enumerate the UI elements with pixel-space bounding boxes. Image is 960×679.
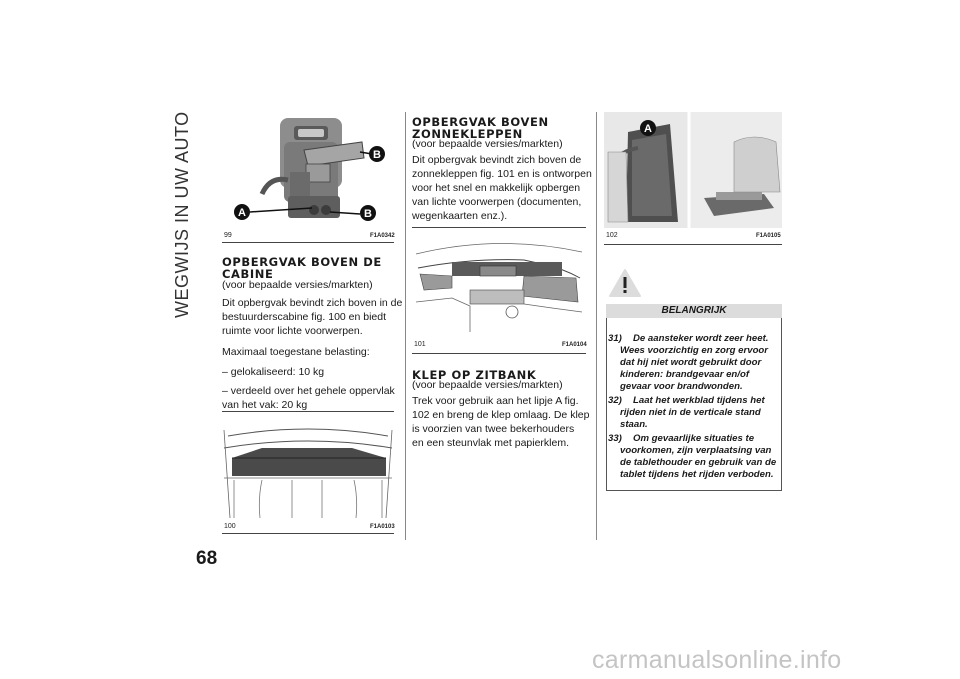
figure-102-code: F1A0105 [756,233,781,239]
section-1-subtitle: (voor bepaalde versies/markten) [222,279,373,291]
page-number: 68 [196,548,218,569]
text-line: de tablethouder en gebruik van de [620,457,777,468]
section-1-paragraph-3: – gelokaliseerd: 10 kg [222,366,325,378]
section-1-title-line-2: CABINE [222,267,274,281]
watermark-text: carmanualsonline.info [592,646,842,674]
section-3-paragraph-1 [412,394,589,450]
text-line: Dit opbergvak bevindt zich boven in de [222,297,403,309]
figure-100-image [222,418,394,520]
figure-101-code: F1A0104 [562,342,587,348]
text-line: wegenkaarten enz.). [412,210,508,222]
warning-item-number: 31) [608,333,622,344]
figure-101-rule [412,353,586,354]
section-1-paragraph-1 [222,296,402,338]
figure-100-code: F1A0103 [370,524,395,530]
text-line: dat hij niet wordt gebruikt door [620,357,762,368]
figure-99-number: 99 [224,232,232,239]
text-line: De aansteker wordt zeer heet. [633,333,769,344]
text-line: voor het snel en makkelijk opbergen [412,182,581,194]
warning-item-number: 32) [608,395,622,406]
section-1-paragraph-4 [222,384,395,412]
text-line: Om gevaarlijke situaties te [633,433,755,444]
figure-99-code: F1A0342 [370,233,395,239]
label-a: A [644,123,652,135]
text-line: gevaar voor brandwonden. [620,381,743,392]
text-line: Laat het werkblad tijdens het [633,395,765,406]
text-line: Wees voorzichtig en zorg ervoor [620,345,769,356]
text-line: Dit opbergvak bevindt zich boven de [412,154,582,166]
text-line: kinderen: brandgevaar en/of [620,369,750,380]
warning-triangle-icon [608,268,642,298]
section-1-title-line-1: OPBERGVAK BOVEN DE [222,255,382,269]
section-2-paragraph-1 [412,153,592,223]
text-line: – verdeeld over het gehele oppervlak [222,385,395,397]
figure-101-number: 101 [414,341,426,348]
text-line: Trek voor gebruik aan het lipje A fig. [412,395,579,407]
text-line: bestuurderscabine fig. 100 en biedt [222,311,387,323]
text-line: ruimte voor lichte voorwerpen. [222,325,363,337]
warning-title: BELANGRIJK [606,304,782,318]
section-1-title [222,256,382,280]
label-b-lower: B [364,208,372,220]
warning-item-32 [608,395,782,431]
figure-100-number: 100 [224,523,236,530]
text-line: van lichte voorwerpen (documenten, [412,196,582,208]
section-1-paragraph-2: Maximaal toegestane belasting: [222,346,370,358]
section-2-subtitle: (voor bepaalde versies/markten) [412,138,563,150]
warning-item-number: 33) [608,433,622,444]
text-line: is voorzien van twee bekerhouders [412,423,575,435]
column-divider-2 [596,112,597,540]
figure-102-image [604,112,782,228]
column-divider-1 [405,112,406,540]
text-line: 102 en breng de klep omlaag. De klep [412,409,590,421]
section-3-subtitle: (voor bepaalde versies/markten) [412,379,563,391]
figure-102-rule [604,244,782,245]
section-2-title-line-2: ZONNEKLEPPEN [412,127,523,141]
figure-99-image [222,112,394,230]
text-line: staan. [620,419,648,430]
figure-100-top-rule [222,411,394,412]
section-3-title: KLEP OP ZITBANK [412,368,537,382]
warning-item-33 [608,433,782,481]
text-line: en een steunvlak met papierklem. [412,437,570,449]
text-line: rijden niet in de verticale stand [620,407,761,418]
figure-102-number: 102 [606,232,618,239]
label-b-upper: B [373,149,381,161]
text-line: van het vak: 20 kg [222,399,308,411]
text-line: tablet tijdens het rijden verboden. [620,469,774,480]
warning-list [608,333,782,481]
label-a: A [238,207,246,219]
figure-99-rule [222,242,394,243]
text-line: voorkomen, zijn verplaatsing van [620,445,772,456]
text-line: zonnekleppen fig. 101 en is ontworpen [412,168,592,180]
figure-100-rule [222,533,394,534]
figure-101-top-rule [412,227,586,228]
figure-101-image [412,232,586,338]
section-2-title-line-1: OPBERGVAK BOVEN [412,115,549,129]
warning-item-31 [608,333,782,393]
side-section-title: WEGWIJS IN UW AUTO [172,111,192,318]
